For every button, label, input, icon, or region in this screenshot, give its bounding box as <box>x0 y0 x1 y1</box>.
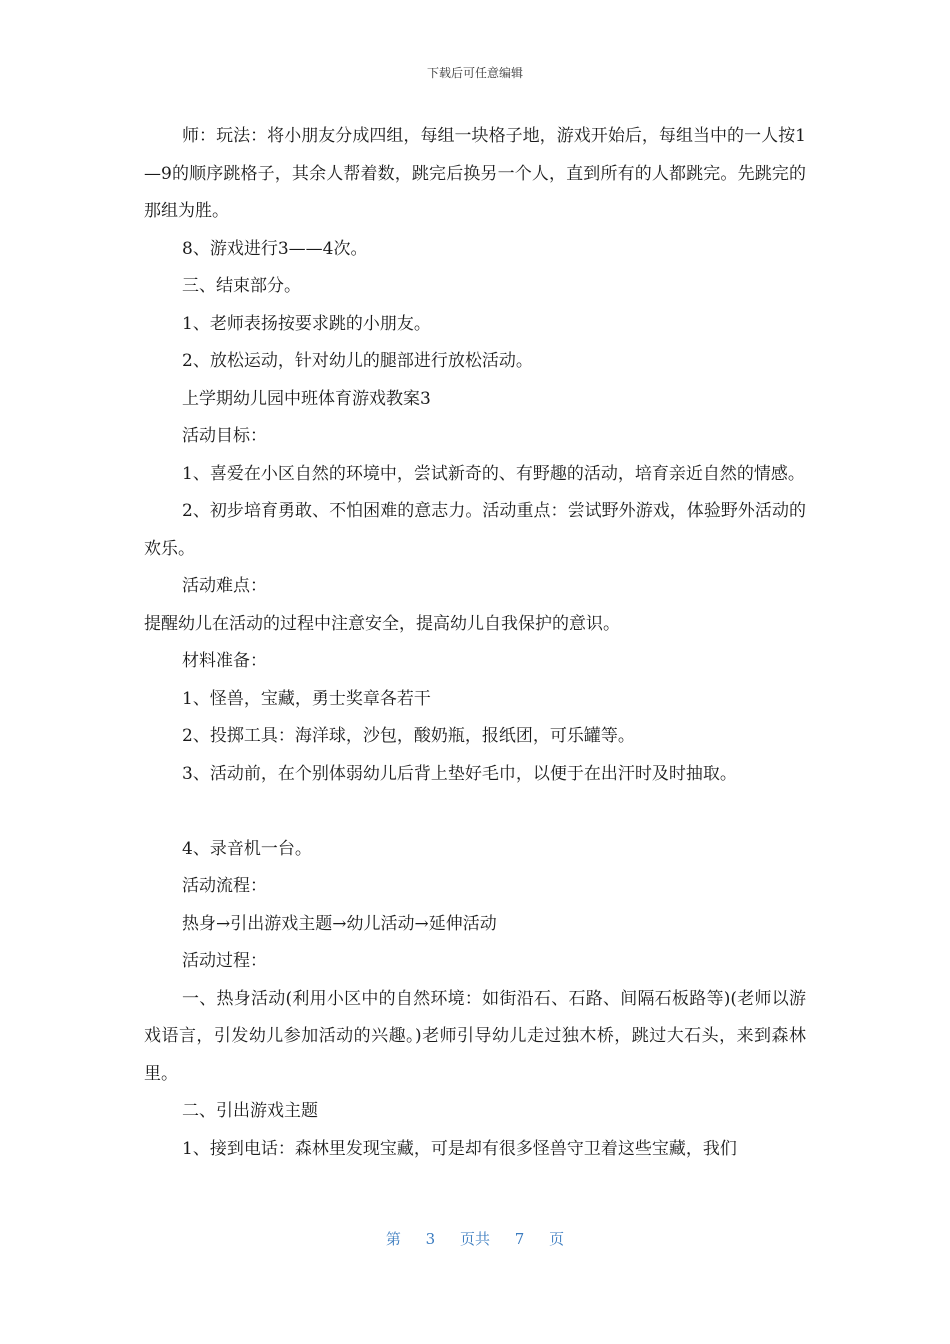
heading-flow: 活动流程： <box>182 876 267 896</box>
paragraph-praise: 1、老师表扬按要求跳的小朋友。 <box>182 313 431 334</box>
current-page-number: 3 <box>425 1230 436 1248</box>
paragraph-ending-section: 三、结束部分。 <box>182 276 301 296</box>
paragraph-theme-heading: 二、引出游戏主题 <box>182 1101 318 1121</box>
page-suffix: 页 <box>549 1230 565 1248</box>
paragraph-flow: 热身→引出游戏主题→幼儿活动→延伸活动 <box>182 913 497 934</box>
paragraph-material-3: 3、活动前，在个别体弱幼儿后背上垫好毛巾，以便于在出汗时及时抽取。 <box>182 763 737 784</box>
paragraph-relax: 2、放松运动，针对幼儿的腿部进行放松活动。 <box>182 351 533 371</box>
heading-materials: 材料准备： <box>182 651 267 671</box>
paragraph-rules: 师：玩法：将小朋友分成四组，每组一块格子地，游戏开始后，每组当中的一人按1—9的顺序跳格子，其余人帮着数，跳完后换另一个人，直到所有的人都跳完。先跳完的那组为胜。 <box>144 126 806 221</box>
paragraph-warmup: 一、热身活动(利用小区中的自然环境：如街沿石、石路、间隔石板路等)(老师以游戏语言，引发幼儿参加活动的兴趣。)老师引导幼儿走过独木桥，跳过大石头，来到森林里。 <box>144 988 806 1084</box>
of-label: 页共 <box>459 1230 490 1248</box>
heading-difficulty: 活动难点： <box>182 576 267 596</box>
page-footer <box>0 1228 950 1249</box>
paragraph-phone-call: 1、接到电话：森林里发现宝藏，可是却有很多怪兽守卫着这些宝藏，我们 <box>182 1138 737 1159</box>
page-header: 下载后可任意编辑 <box>426 66 523 80</box>
paragraph-material-4: 4、录音机一台。 <box>182 838 312 859</box>
blank-line <box>144 793 806 831</box>
heading-goals: 活动目标： <box>182 426 267 446</box>
heading-process: 活动过程： <box>182 951 267 971</box>
document-body <box>144 118 806 1168</box>
paragraph-goal-1: 1、喜爱在小区自然的环境中，尝试新奇的、有野趣的活动，培育亲近自然的情感。 <box>182 463 805 484</box>
page-label: 第 <box>385 1230 401 1248</box>
paragraph-game-rounds: 8、游戏进行3——4次。 <box>182 238 368 259</box>
paragraph-material-2: 2、投掷工具：海洋球，沙包，酸奶瓶，报纸团，可乐罐等。 <box>182 726 635 746</box>
paragraph-difficulty: 提醒幼儿在活动的过程中注意安全，提高幼儿自我保护的意识。 <box>144 613 620 634</box>
section-title-lesson-3: 上学期幼儿园中班体育游戏教案3 <box>182 388 431 409</box>
total-pages-number: 7 <box>514 1230 525 1248</box>
paragraph-material-1: 1、怪兽，宝藏，勇士奖章各若干 <box>182 688 431 709</box>
paragraph-goal-2: 2、初步培育勇敢、不怕困难的意志力。活动重点：尝试野外游戏，体验野外活动的欢乐。 <box>144 501 806 559</box>
